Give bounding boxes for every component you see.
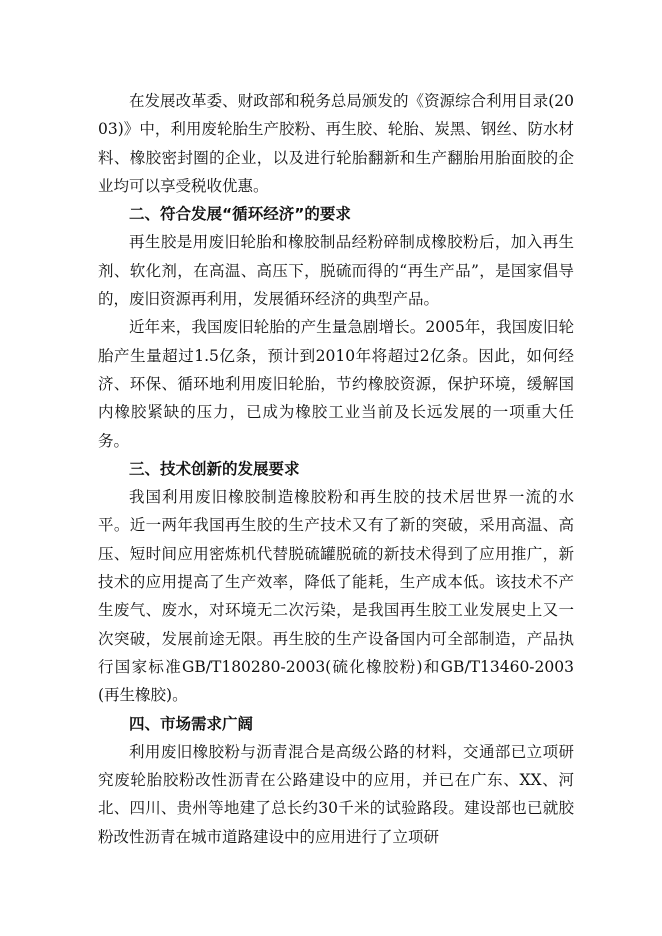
paragraph-technology: 我国利用废旧橡胶制造橡胶粉和再生胶的技术居世界一流的水平。近一两年我国再生胶的生产技术又有了新的突破，采用高温、高压、短时间应用密炼机代替脱硫罐脱硫的新技术得到了应用推广，新技术的应用提高了生产效率，降低了能耗，生产成本低。该技术不产生废气、废水，对环境无二次污染，是我国再生胶工业发展史上又一次突破，发展前途无限。再生胶的生产设备国内可全部制造，产品执行国家标准GB/T180280-2003(硫化橡胶粉)和GB/T13460-2003(再生橡胶)。 [98, 488, 574, 705]
heading-market-demand: 四、市场需求广阔 [129, 714, 254, 733]
heading-technology-innovation: 三、技术创新的发展要求 [129, 459, 300, 478]
paragraph-waste-tire-growth: 近年来，我国废旧轮胎的产生量急剧增长。2005年，我国废旧轮胎产生量超过1.5亿条，预计到2010年将超过2亿条。因此，如何经济、环保、循环地利用废旧轮胎，节约橡胶资源，保护环境，缓解国内橡胶紧缺的压力，已成为橡胶工业当前及长远发展的一项重大任务。 [98, 318, 574, 450]
document-body [98, 87, 574, 851]
paragraph-tax-incentives: 在发展改革委、财政部和税务总局颁发的《资源综合利用目录(2003)》中，利用废轮胎生产胶粉、再生胶、轮胎、炭黑、钢丝、防水材料、橡胶密封圈的企业，以及进行轮胎翻新和生产翻胎用胎面胶的企业均可以享受税收优惠。 [98, 92, 574, 195]
paragraph-market: 利用废旧橡胶粉与沥青混合是高级公路的材料，交通部已立项研究废轮胎胶粉改性沥青在公路建设中的应用，并已在广东、XX、河北、四川、贵州等地建了总长约30千米的试验路段。建设部也已就胶粉改性沥青在城市道路建设中的应用进行了立项研 [98, 742, 574, 846]
heading-circular-economy: 二、符合发展“循环经济”的要求 [129, 205, 351, 224]
paragraph-reclaimed-rubber: 再生胶是用废旧轮胎和橡胶制品经粉碎制成橡胶粉后，加入再生剂、软化剂，在高温、高压下，脱硫而得的“再生产品”，是国家倡导的，废旧资源再利用，发展循环经济的典型产品。 [98, 233, 574, 309]
